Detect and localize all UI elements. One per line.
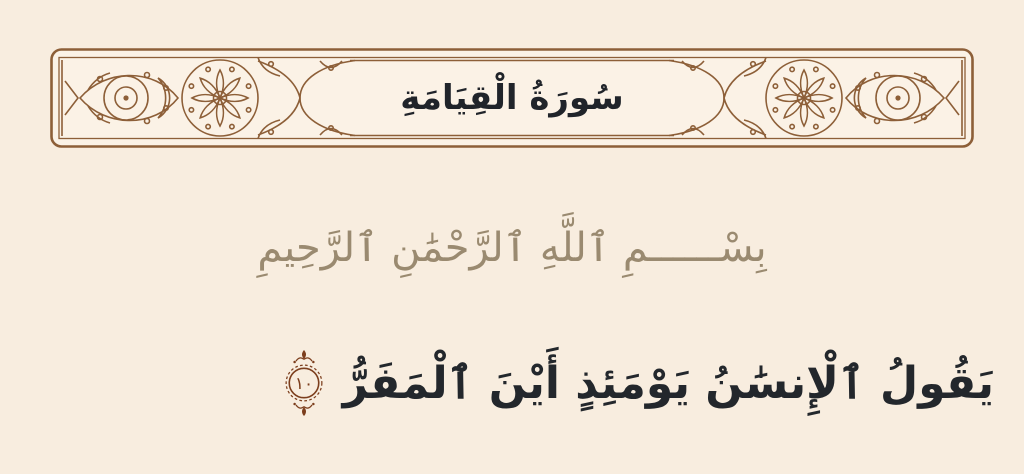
ayah-number-medallion — [279, 348, 329, 418]
verse-line — [279, 330, 994, 436]
ayah-medallion-ornament-icon — [279, 348, 329, 418]
ayah-number: ١٠ — [294, 373, 313, 394]
surah-title: سُورَةُ الْقِيَامَةِ — [400, 78, 624, 118]
verse-text-arabic: يَقُولُ ٱلْإِنسَٰنُ يَوْمَئِذٍ أَيْنَ ٱلْمَفَرُّ — [342, 357, 994, 409]
bismillah-calligraphy: بِسْــــــمِ ٱللَّهِ ٱلرَّحْمَٰنِ ٱلرَّحِيمِ — [257, 225, 767, 271]
surah-title-banner — [50, 48, 974, 148]
